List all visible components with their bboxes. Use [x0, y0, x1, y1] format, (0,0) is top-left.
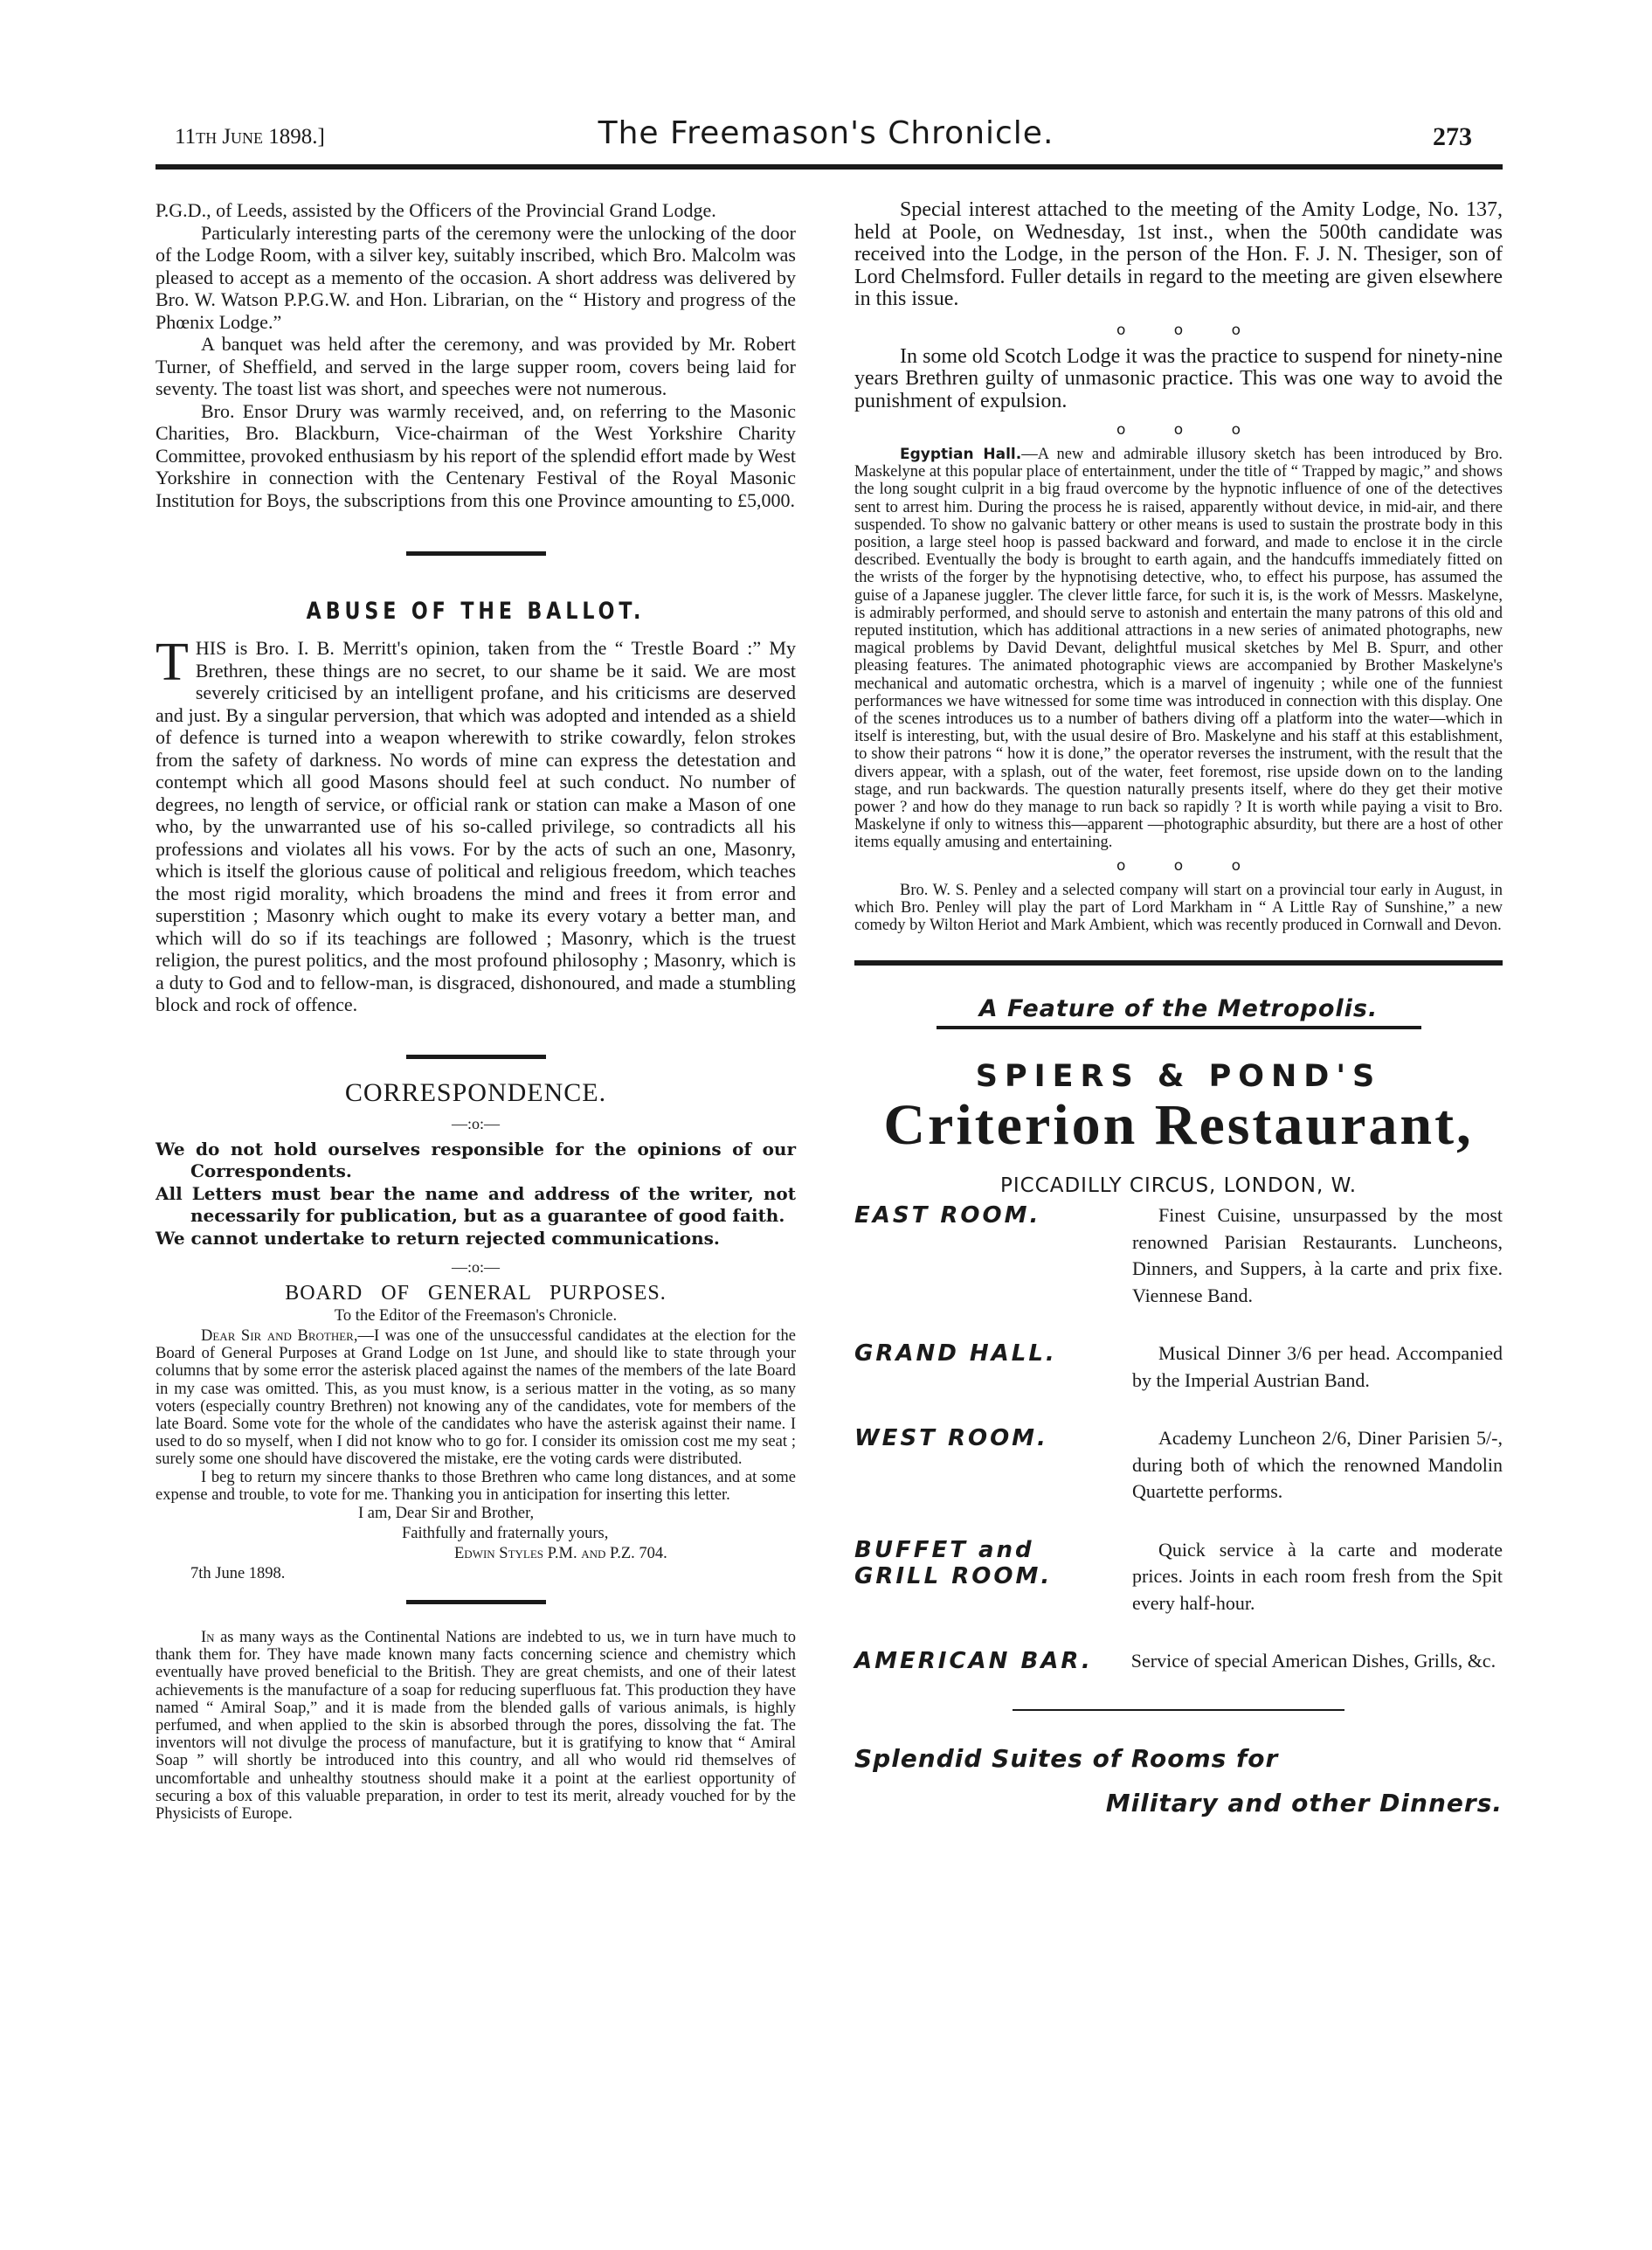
ad-footer-line-2: Military and other Dinners. [1105, 1789, 1503, 1818]
room-name-line: BUFFET and [854, 1536, 1034, 1563]
page-number: 273 [1433, 122, 1472, 151]
letter-closing-1: I am, Dear Sir and Brother, [358, 1505, 535, 1523]
ad-restaurant-name: Criterion Restaurant, [883, 1093, 1474, 1158]
notice-rejected: We cannot undertake to return rejected communications. [156, 1227, 720, 1249]
letter-to-editor: To the Editor of the Freemason's Chronicle. [334, 1307, 618, 1325]
notice-letters: All Letters must bear the name and address of the writer, not necessarily for publication, but as a guarantee of good faith. [156, 1182, 796, 1226]
letter-body [156, 1327, 796, 1469]
egyptian-hall-lead: Egyptian Hall. [900, 446, 1022, 463]
lodge-report-charities: Bro. Ensor Drury was warmly received, and, on referring to the Masonic Charities, Bro. Blackburn, Vice-chairman of the West Yorkshire Charity Committee, provoked enthusiasm by his report of the splendid effort made by West Yorkshire in connection with the Centenary Festival of the Royal Masonic Institution for Boys, the subscriptions from this one Province amounting to £5,000. [156, 399, 796, 511]
issue-date: 11th June 1898.] [175, 125, 325, 149]
room-name: WEST ROOM. [854, 1425, 1048, 1452]
ad-footer-line-1: Splendid Suites of Rooms for [854, 1744, 1279, 1774]
room-east [854, 1202, 1503, 1309]
room-desc: Musical Dinner 3/6 per head. Accompanied by the Imperial Austrian Band. [1132, 1342, 1503, 1391]
ballot-article [156, 633, 796, 1016]
letter-closing-2: Faithfully and fraternally yours, [402, 1525, 609, 1543]
room-desc: Quick service à la carte and moderate prices. Joints in each room fresh from the Spit every half-hour. [1132, 1538, 1503, 1614]
penley-note: Bro. W. S. Penley and a selected company will start on a provincial tour early in August, in which Bro. Penley will play the part of Lord Markham in “ A Little Ray of Sunshine,” a new comedy by Wilton Heriot and Mark Ambient, which was recently produced in Cornwall and Devon. [854, 881, 1503, 935]
letter-body-text: —I was one of the unsuccessful candidates at the election for the Board of General Purposes at Grand Lodge on 1st June, and should like to state through your columns that by some error the asterisk placed against the names of the members of the late Board in my case was omitted. This, as you must know, is a serious matter in the voting, as so many voters (especially country Brethren) not knowing any of the candidates, vote for members of the late Board. Some vote for the whole of the candidates who have the asterisk against their name. I used to do so myself, when I did not know who to go for. I consider its omission cost me my seat ; surely some one should have discovered the mistake, ere the voting cards were distributed. [156, 1327, 796, 1469]
letter-signature: Edwin Styles P.M. and P.Z. 704. [454, 1545, 667, 1563]
separator: —:o:— [451, 1258, 500, 1276]
room-name-line: GRILL ROOM. [854, 1562, 1053, 1589]
drop-cap: T [156, 633, 189, 692]
room-desc: Service of special American Dishes, Grills, &c. [1130, 1650, 1496, 1672]
amity-lodge-note: Special interest attached to the meeting of the Amity Lodge, No. 137, held at Poole, on Wednesday, 1st inst., when the 500th candidate was received into the Lodge, in the person of the Hon. F. J. N. Thesiger, son of Lord Chelmsford. Fuller details in regard to the meeting are given elsewhere in this issue. [854, 198, 1503, 310]
room-buffet-grill [854, 1537, 1503, 1617]
room-name: EAST ROOM. [854, 1202, 1041, 1229]
right-column [854, 199, 1503, 1817]
separator: —:o:— [451, 1114, 500, 1132]
ad-address: PICCADILLY CIRCUS, LONDON, W. [999, 1174, 1358, 1198]
left-column [156, 199, 796, 1823]
room-west [854, 1425, 1503, 1506]
room-name: GRAND HALL. [854, 1340, 1057, 1367]
room-name: AMERICAN BAR. [854, 1648, 1093, 1675]
criterion-advertisement [854, 995, 1503, 1817]
letter-date: 7th June 1898. [190, 1565, 286, 1583]
ornament-divider: o o o [1116, 856, 1241, 875]
letter-salutation: Dear Sir and Brother, [201, 1327, 358, 1345]
header-rule [156, 164, 1503, 170]
masthead-title: The Freemason's Chronicle. [598, 115, 1054, 151]
scotch-lodge-note: In some old Scotch Lodge it was the practice to suspend for ninety-nine years Brethren guilty of unmasonic practice. This was one way to avoid the punishment of expulsion. [854, 344, 1503, 412]
correspondence-heading: CORRESPONDENCE. [344, 1077, 607, 1107]
room-desc: Academy Luncheon 2/6, Diner Parisien 5/-, during both of which the renowned Mandolin Quartette performs. [1132, 1427, 1503, 1503]
egyptian-hall-note [854, 446, 1503, 852]
lodge-report-banquet: A banquet was held after the ceremony, and was provided by Mr. Robert Turner, of Sheffield, and served in the large supper room, covers being laid for seventy. The toast list was short, and speeches were not numerous. [156, 333, 796, 399]
egyptian-hall-body: —A new and admirable illusory sketch has been introduced by Bro. Maskelyne at this popular place of entertainment, under the title of “ Trapped by magic,” and shows the long sought culprit in a big fraud overcome by the hypnotic influence of one of the detectives sent to arrest him. During the process he is raised, apparently without device, in mid-air, and there suspended. To show no galvanic battery or other means is used to sustain the prostrate body in this position, a large steel hoop is passed backward and forward, and made to enclose it in the circle described. Eventually the body is brought to earth again, and the handcuffs immediately fitted on the wrists of the forger by the hypnotising detective, who, to effect his purpose, has assumed the guise of a Japanese juggler. The clever little farce, for such it is, is the work of Messrs. Maskelyne, is admirably performed, and should serve to astonish and entertain the many patrons of this old and reputed institution, which has additional attractions in a new series of animated photographs, new magical problems by David Devant, delightful musical sketches by Mel B. Spurr, and other pleasing features. The animated photographic views are accompanied by Brother Maskelyne's mechanical and automatic orchestra, which is a marvel of ingenuity ; while one of the funniest performances we have witnessed for some time was introduced in connection with this display. One of the scenes introduces us to a number of bathers diving off a platform into the water—which in itself is interesting, but, with the usual desire of Bro. Maskelyne and his staff at this establishment, to show their patrons “ how it is done,” the operator reverses the instrument, with the result that the divers appear, with a splash, out of the water, feet foremost, rise upside down on to the landing stage, and run backwards. The question naturally presents itself, where do they get their motive power ? and how do they manage to run back so rapidly ? It is worth while paying a visit to Bro. Maskelyne if only to witness this—apparent —photographic absurdity, but there are a host of other items equally amusing and entertaining. [854, 446, 1503, 852]
ornament-divider: o o o [1116, 321, 1241, 339]
ad-brand: SPIERS & POND'S [975, 1059, 1382, 1095]
room-name [854, 1537, 1132, 1589]
soap-lead: In [201, 1629, 215, 1647]
ballot-heading: ABUSE OF THE BALLOT. [306, 598, 646, 625]
soap-body: as many ways as the Continental Nations are indebted to us, we in turn have much to thank them for. They have made known many facts concerning science and chemistry which eventually have proved beneficial to the British. They are great chemists, and one of their latest achievements is the manufacture of a soap for reducing superfluous fat. This production they have named “ Amiral Soap,” and it is made from the blended galls of various animals, is highly perfumed, and when applied to the skin is absorbed through the pores, dissolving the fat. The inventors will not divulge the process of manufacture, but it is gratifying to know that “ Amiral Soap ” will shortly be introduced into this country, and all who would rid themselves of uncomfortable and unhealthy stoutness should make it a point at the earliest opportunity of securing a box of this valuable preparation, in order to test its merit, already vouched for by the Physicists of Europe. [156, 1629, 796, 1824]
ad-feature-line: A Feature of the Metropolis. [978, 995, 1379, 1023]
room-desc: Finest Cuisine, unsurpassed by the most renowned Parisian Restaurants. Luncheons, Dinners, and Suppers, à la carte and prix fixe. Viennese Band. [1132, 1204, 1503, 1306]
notice-responsibility: We do not hold ourselves responsible for the opinions of our Correspondents. [156, 1138, 796, 1181]
letter-thanks: I beg to return my sincere thanks to those Brethren who came long distances, and at some expense and trouble, to vote for me. Thanking you in anticipation for inserting this letter. [156, 1468, 796, 1504]
room-grand-hall [854, 1340, 1503, 1394]
lodge-report-ceremony: Particularly interesting parts of the ceremony were the unlocking of the door of the Lodge Room, with a silver key, suitably inscribed, which Bro. Malcolm was pleased to accept as a memento of the occasion. A short address was delivered by Bro. W. Watson P.P.G.W. and Hon. Librarian, on the “ History and progress of the Phœnix Lodge.” [156, 221, 796, 333]
ballot-body: HIS is Bro. I. B. Merritt's opinion, taken from the “ Trestle Board :” My Brethren, these things are no secret, to our shame be it said. We are most severely criticised by an intelligent profane, and his criticisms are deserved and just. By a singular perversion, that which was adopted and intended as a shield of defence is turned into a weapon wherewith to strike cowardly, felon strokes from the safety of darkness. No words of mine can express the detestation and contempt which all good Masons should feel at such conduct. No number of degrees, no length of service, or official rank or station can make a Mason of one who, by the unwarranted use of his so-called privilege, so contradicts all his professions and violates all his vows. For by the acts of such an one, Masonry, which is itself the glorious cause of political and religious freedom, which teaches the most rigid morality, which broadens the mind and frees it from error and superstition ; Masonry which ought to make its every votary a better man, and which will do so if its teachings are followed ; Masonry, which is the truest religion, the purest politics, and the most profound philosophy ; Masonry, which is a duty to God and to fellow-man, is disgraced, dishonoured, and made a stumbling block and rock of offence. [156, 637, 796, 1015]
soap-article [156, 1629, 796, 1823]
lodge-report-continued: P.G.D., of Leeds, assisted by the Officers of the Provincial Grand Lodge. [156, 199, 716, 221]
letter-heading: BOARD OF GENERAL PURPOSES. [285, 1282, 667, 1305]
ornament-divider: o o o [1116, 421, 1241, 439]
room-american-bar [854, 1648, 1503, 1674]
